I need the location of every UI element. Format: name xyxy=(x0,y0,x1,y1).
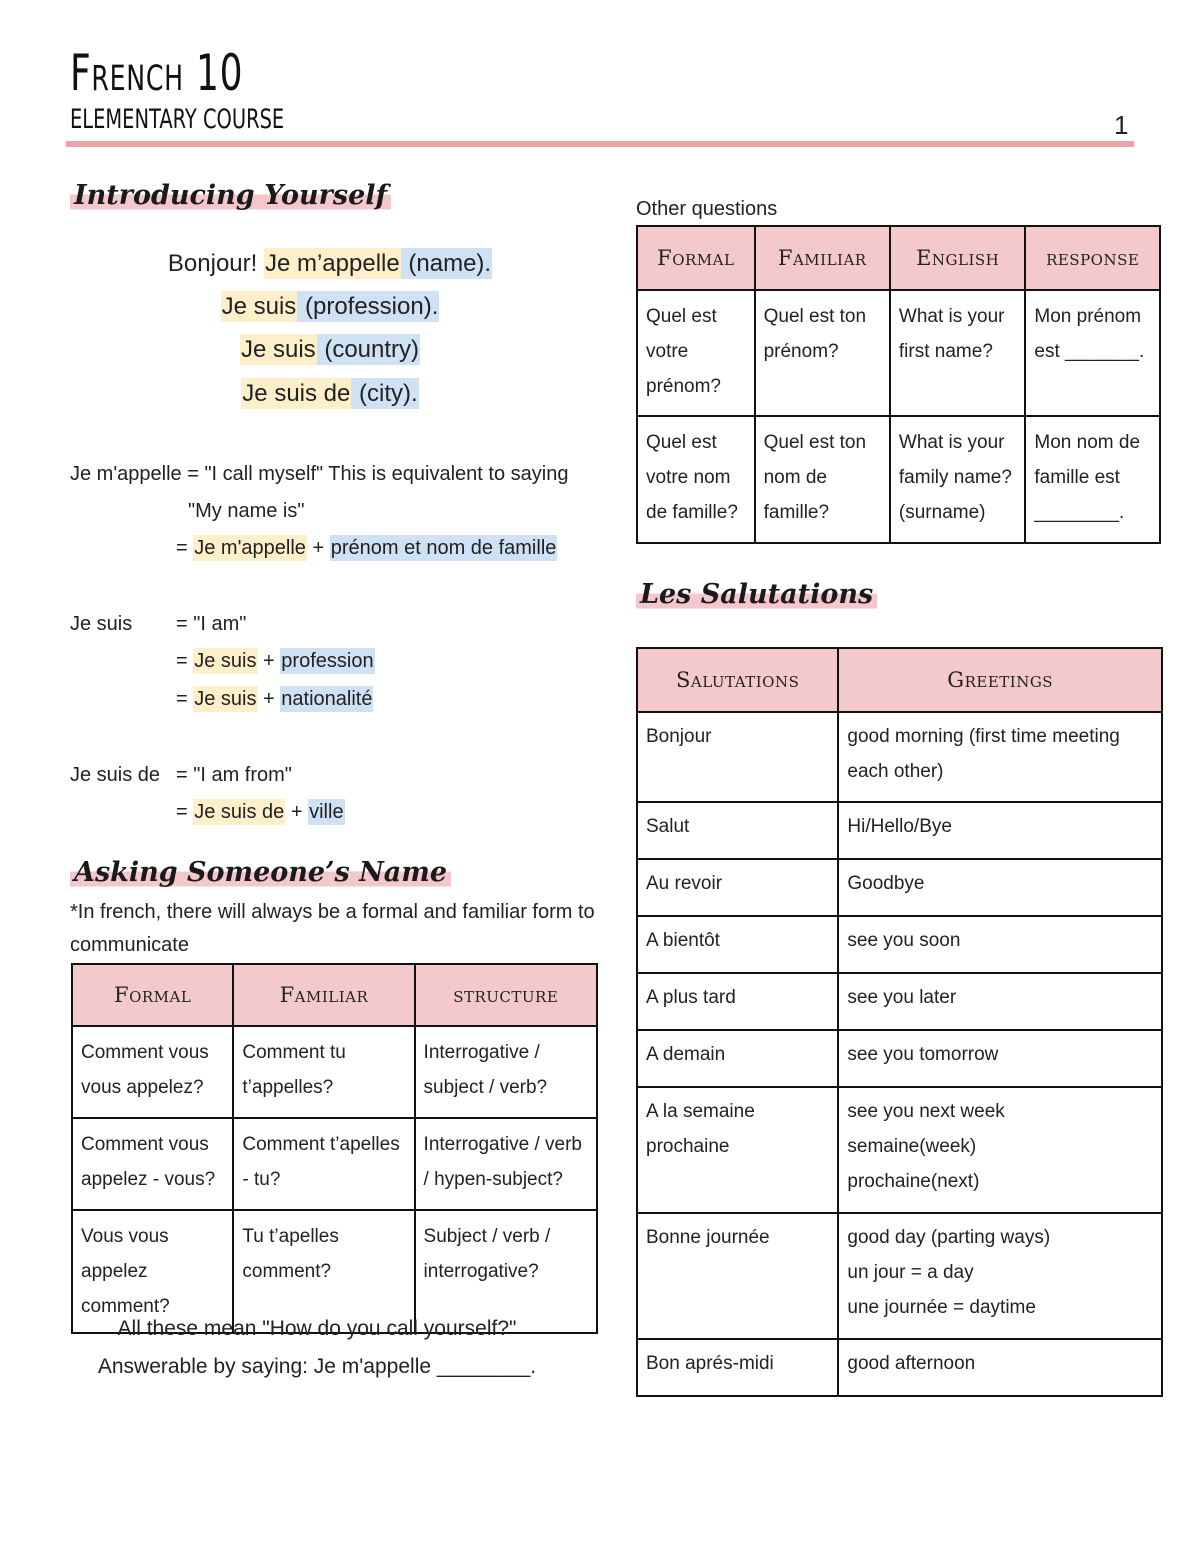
table-cell: Subject / verb / interrogative? xyxy=(415,1210,597,1333)
table-cell: Bonne journée xyxy=(637,1213,838,1339)
fill-in-term: (city). xyxy=(352,380,418,407)
asking-name-table xyxy=(71,963,598,1334)
table-cell: Tu t’apelles comment? xyxy=(233,1210,414,1333)
table-row xyxy=(72,1118,597,1210)
table-cell: Hi/Hello/Bye xyxy=(838,802,1162,859)
plain-text: + xyxy=(285,801,309,823)
table-cell: Bon aprés-midi xyxy=(637,1339,838,1396)
intro-phrase-line xyxy=(70,331,590,369)
note-suis-3 xyxy=(176,681,373,718)
plain-text: Bonjour! xyxy=(167,250,264,277)
table-cell: Mon nom de famille est ________. xyxy=(1025,416,1160,543)
french-phrase: Je m’appelle xyxy=(264,250,400,277)
table-cell: Vous vous appelez comment? xyxy=(72,1210,233,1333)
table-cell: Goodbye xyxy=(838,859,1162,916)
intro-phrase-line xyxy=(70,288,590,326)
table-cell: Comment t’apelles - tu? xyxy=(233,1118,414,1210)
column-header: English xyxy=(890,226,1026,290)
plain-text: = xyxy=(176,537,194,559)
table-cell: What is your first name? xyxy=(890,290,1026,416)
note-suis-label: Je suis xyxy=(70,613,133,635)
table-row xyxy=(637,290,1160,416)
table-cell: Comment tu t’appelles? xyxy=(233,1026,414,1118)
table-cell: Quel est votre prénom? xyxy=(637,290,755,416)
table-row xyxy=(637,712,1162,802)
page-number: 1 xyxy=(1114,110,1129,140)
ask-note-line-1: *In french, there will always be a formal and familiar form to xyxy=(70,901,595,923)
section-heading-salutations: Les Salutations xyxy=(636,579,877,611)
other-questions-caption: Other questions xyxy=(636,198,778,220)
table-cell: Salut xyxy=(637,802,838,859)
table-row xyxy=(637,1030,1162,1087)
table-cell: Interrogative / subject / verb? xyxy=(415,1026,597,1118)
table-cell: What is your family name? (surname) xyxy=(890,416,1026,543)
table-row xyxy=(637,916,1162,973)
french-phrase: Je suis xyxy=(194,650,257,672)
french-phrase: Je suis xyxy=(240,336,316,363)
table-cell: good morning (first time meeting each other) xyxy=(838,712,1162,802)
table-cell: Comment vous appelez - vous? xyxy=(72,1118,233,1210)
note-appelle-2: "My name is" xyxy=(188,500,305,522)
table-cell: A la semaine prochaine xyxy=(637,1087,838,1213)
column-header: response xyxy=(1025,226,1160,290)
plain-text: + xyxy=(257,650,281,672)
table-row xyxy=(637,859,1162,916)
column-header: Formal xyxy=(72,964,233,1026)
note-appelle-1: Je m'appelle = "I call myself" This is equivalent to saying xyxy=(70,463,569,485)
fill-in-term: prénom et nom de famille xyxy=(330,537,557,559)
fill-in-term: nationalité xyxy=(281,688,373,710)
column-header: structure xyxy=(415,964,597,1026)
intro-phrase-line xyxy=(70,245,590,283)
table-row xyxy=(637,1339,1162,1396)
table-cell: good afternoon xyxy=(838,1339,1162,1396)
french-phrase: Je suis xyxy=(221,293,297,320)
fill-in-term: (country) xyxy=(317,336,420,363)
ask-footer-line-1: All these mean "How do you call yourself?" xyxy=(117,1317,517,1340)
french-phrase: Je suis de xyxy=(242,380,351,407)
table-cell: Quel est ton prénom? xyxy=(755,290,890,416)
column-header: Formal xyxy=(637,226,755,290)
table-cell: see you soon xyxy=(838,916,1162,973)
note-suisde-label: Je suis de xyxy=(70,764,161,786)
section-heading-asking-name: Asking Someone’s Name xyxy=(70,857,451,889)
table-cell: see you next week semaine(week) prochaine(next) xyxy=(838,1087,1162,1213)
table-cell: Quel est ton nom de famille? xyxy=(755,416,890,543)
salutations-table xyxy=(636,647,1163,1397)
column-header: Familiar xyxy=(755,226,890,290)
column-header: Familiar xyxy=(233,964,414,1026)
fill-in-term: (name). xyxy=(401,250,492,277)
note-suis-1: = "I am" xyxy=(176,613,247,635)
header-rule xyxy=(66,141,1134,147)
table-cell: see you later xyxy=(838,973,1162,1030)
intro-phrase-line xyxy=(70,375,590,413)
document-title: French 10 xyxy=(70,44,244,102)
table-row xyxy=(637,802,1162,859)
table-cell: Quel est votre nom de famille? xyxy=(637,416,755,543)
table-row xyxy=(637,1213,1162,1339)
table-row xyxy=(637,416,1160,543)
ask-note-line-2: communicate xyxy=(70,934,189,956)
table-row xyxy=(72,1026,597,1118)
document-subtitle: ELEMENTARY COURSE xyxy=(70,104,285,135)
plain-text: + xyxy=(306,537,330,559)
table-row xyxy=(637,1087,1162,1213)
fill-in-term: profession xyxy=(281,650,374,672)
plain-text: + xyxy=(257,688,281,710)
table-cell: A demain xyxy=(637,1030,838,1087)
table-cell: good day (parting ways) un jour = a day une journée = daytime xyxy=(838,1213,1162,1339)
table-cell: A plus tard xyxy=(637,973,838,1030)
table-cell: see you tomorrow xyxy=(838,1030,1162,1087)
column-header: Greetings xyxy=(838,648,1162,712)
table-row xyxy=(637,973,1162,1030)
plain-text: = xyxy=(176,650,194,672)
column-header: Salutations xyxy=(637,648,838,712)
table-cell: Interrogative / verb / hypen-subject? xyxy=(415,1118,597,1210)
ask-footer-line-2: Answerable by saying: Je m'appelle ________. xyxy=(97,1355,537,1378)
table-cell: A bientôt xyxy=(637,916,838,973)
fill-in-term: ville xyxy=(309,801,344,823)
note-suis-2 xyxy=(176,643,375,680)
note-appelle-3 xyxy=(176,530,557,567)
table-cell: Au revoir xyxy=(637,859,838,916)
plain-text: = xyxy=(176,801,194,823)
other-questions-table xyxy=(636,225,1161,544)
french-phrase: Je suis de xyxy=(194,801,285,823)
section-heading-introducing-yourself: Introducing Yourself xyxy=(70,180,391,212)
table-cell: Mon prénom est _______. xyxy=(1025,290,1160,416)
note-suisde-1: = "I am from" xyxy=(176,764,292,786)
french-phrase: Je m'appelle xyxy=(194,537,306,559)
fill-in-term: (profession). xyxy=(298,293,439,320)
french-phrase: Je suis xyxy=(194,688,257,710)
note-suisde-2 xyxy=(176,794,345,831)
table-cell: Bonjour xyxy=(637,712,838,802)
table-cell: Comment vous vous appelez? xyxy=(72,1026,233,1118)
plain-text: = xyxy=(176,688,194,710)
